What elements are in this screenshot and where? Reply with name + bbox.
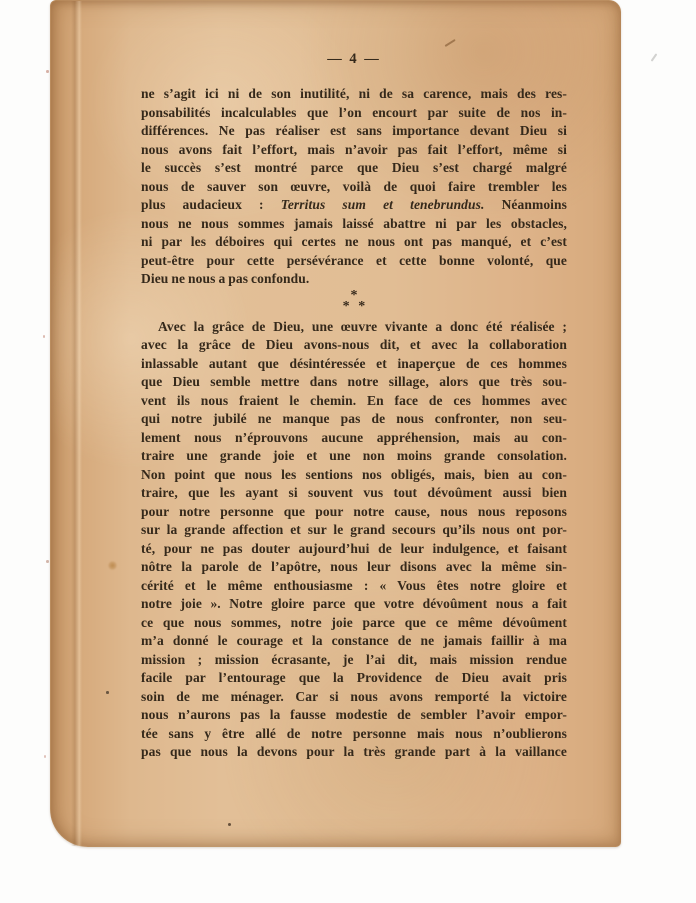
- text-line: [141, 85, 567, 104]
- text-segment: pas que nous la devons pour la très grande part à la vaillance: [141, 744, 567, 759]
- text-segment: pour notre personne que pour notre cause, nous nous reposons: [141, 503, 567, 519]
- text-segment: vent ils nous fraient le chemin. En face de ces hommes avec: [141, 392, 567, 408]
- text-line: [141, 233, 567, 252]
- text-segment: té, pour ne pas douter aujourd’hui de leur indulgence, et faisant: [141, 540, 567, 556]
- text-line: [141, 178, 567, 197]
- text-line: [141, 484, 567, 503]
- text-segment: lement nous n’éprouvons aucune appréhension, mais au con-: [141, 429, 567, 445]
- text-line: [141, 141, 567, 160]
- page-text-block: [141, 1, 567, 762]
- text-segment: Dieu ne nous a pas confondu.: [141, 271, 310, 286]
- text-line: [141, 725, 567, 744]
- text-line: [141, 669, 567, 688]
- text-line: [141, 392, 567, 411]
- text-line: [141, 540, 567, 559]
- page-number: — 4 —: [327, 51, 381, 67]
- text-segment: plus audacieux :: [141, 197, 281, 212]
- text-line: [141, 410, 567, 429]
- text-segment: peut-être pour cette persévérance et cette bonne volonté, que: [141, 252, 567, 268]
- asterism-bottom-stars: * *: [342, 298, 366, 314]
- scanner-mark: [651, 53, 658, 62]
- text-segment: ponsabilités incalculables que l’on encourt par suite de nos in-: [141, 104, 567, 120]
- text-line: [141, 429, 567, 448]
- edge-speck: [43, 335, 45, 338]
- text-segment: Avec la grâce de Dieu, une œuvre vivante a donc été réalisée ;: [158, 318, 567, 334]
- text-line: [141, 318, 567, 337]
- text-segment: Non point que nous les sentions nos obligés, mais, bien au con-: [141, 466, 567, 482]
- text-line: [141, 373, 567, 392]
- text-segment: nôtre la parole de l’apôtre, nous leur disons avec la même sin-: [141, 559, 567, 574]
- text-line: [141, 614, 567, 633]
- text-line: [141, 632, 567, 651]
- edge-speck: [46, 560, 49, 563]
- text-segment: ni par les déboires qui certes ne nous ont pas manqué, et c’est: [141, 234, 567, 249]
- text-segment: traire, que les ayant si souvent vus tout dévoûment aussi bien: [141, 485, 567, 500]
- text-segment: Néanmoins: [484, 197, 567, 212]
- paragraph-1: [141, 85, 567, 289]
- edge-speck: [46, 70, 49, 73]
- text-segment: avec la grâce de Dieu avons-nous dit, et avec la collaboration: [141, 337, 567, 352]
- text-segment: nous n’aurons pas la fausse modestie de sembler l’avoir empor-: [141, 707, 567, 722]
- text-segment: nous avons fait l’effort, mais n’avoir pas fait l’effort, même si: [141, 141, 567, 157]
- text-segment: m’a donné le courage et la constance de ne jamais faillir à ma: [141, 633, 567, 648]
- text-line: [141, 651, 567, 670]
- text-line: [141, 521, 567, 540]
- text-line: [141, 577, 567, 596]
- book-page-scan: [50, 0, 621, 847]
- text-segment: nous ne nous sommes jamais laissé abattre ni par les obstacles,: [141, 215, 567, 231]
- text-line: [141, 159, 567, 178]
- text-line: [141, 558, 567, 577]
- text-line: [141, 706, 567, 725]
- text-segment: mission ; mission écrasante, je l’ai dit, mais mission rendue: [141, 651, 567, 667]
- text-segment: traire une grande joie et une non moins grande consolation.: [141, 448, 567, 463]
- text-line: [141, 122, 567, 141]
- asterism-top-star: *: [350, 287, 358, 303]
- text-line: [141, 447, 567, 466]
- text-line: [141, 595, 567, 614]
- text-line: [141, 503, 567, 522]
- text-segment: différences. Ne pas réaliser est sans importance devant Dieu si: [141, 123, 567, 138]
- text-line: [141, 270, 567, 289]
- text-segment: notre joie ». Notre gloire parce que votre dévoûment nous a fait: [141, 596, 567, 611]
- text-line: [141, 252, 567, 271]
- text-segment: cérité et le même enthousiasme : « Vous êtes notre gloire et: [141, 577, 567, 593]
- binding-crease: [71, 1, 82, 846]
- asterism-separator: [141, 287, 567, 314]
- text-line: [141, 104, 567, 123]
- text-line: [141, 196, 567, 215]
- text-line: [141, 215, 567, 234]
- text-segment: nous de sauver son œuvre, voilà de quoi faire trembler les: [141, 178, 567, 194]
- paragraph-2: [141, 318, 567, 762]
- text-segment: ce que nous sommes, notre joie parce que ce même dévoûment: [141, 614, 567, 630]
- text-segment: le succès s’est montré parce que Dieu s’est chargé malgré: [141, 160, 567, 175]
- text-segment: sur la grande affection et sur le grand secours qu’ils nous ont por-: [141, 522, 567, 537]
- text-segment: tée sans y être allé de notre personne mais nous n’oublierons: [141, 725, 567, 741]
- text-line: [141, 355, 567, 374]
- latin-phrase-italic: Territus sum et tenebrundus.: [280, 197, 485, 212]
- text-segment: inlassable autant que désintéressée et inaperçue de ces hommes: [141, 355, 567, 371]
- text-line: [141, 688, 567, 707]
- text-line: [141, 466, 567, 485]
- text-segment: ne s’agit ici ni de son inutilité, ni de sa carence, mais des res-: [141, 86, 567, 101]
- text-line: [141, 336, 567, 355]
- edge-speck: [44, 755, 46, 758]
- text-line: [141, 743, 567, 762]
- text-segment: facile par l’entourage que la Providence de Dieu avait pris: [141, 670, 567, 685]
- text-segment: soin de me ménager. Car si nous avons remporté la victoire: [141, 688, 567, 704]
- text-segment: qui notre jubilé ne manque pas de nous confronter, non seu-: [141, 411, 567, 426]
- text-segment: que Dieu semble mettre dans notre sillage, alors que très sou-: [141, 374, 567, 389]
